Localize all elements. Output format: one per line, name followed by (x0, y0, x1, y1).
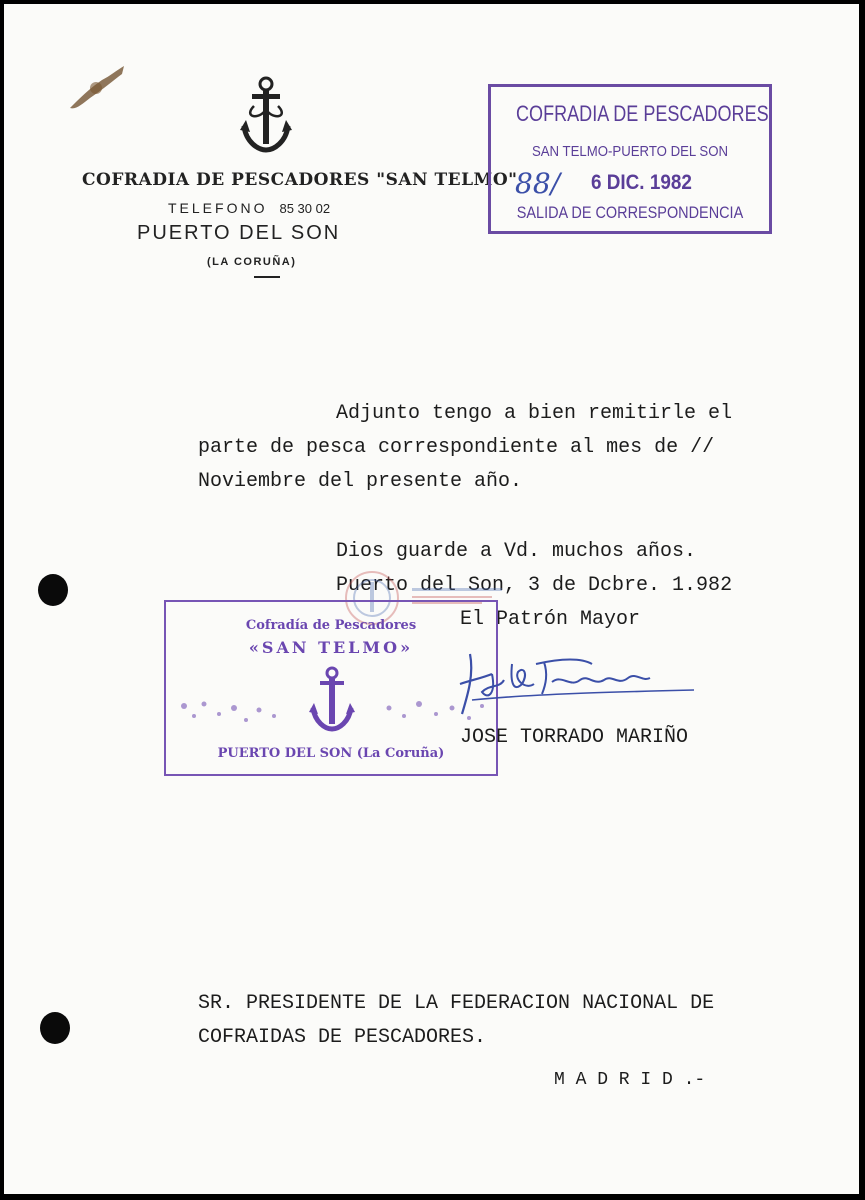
registry-stamp-line1: COFRADIA DE PESCADORES (516, 101, 769, 126)
body-paragraph-line3: Noviembre del presente año. (198, 470, 523, 493)
body-paragraph-line1: Adjunto tengo a bien remitirle el (336, 402, 733, 425)
punch-hole-lower (40, 1012, 70, 1044)
registry-stamp-line4: SALIDA DE CORRESPONDENCIA (516, 203, 744, 222)
addressee-city: M A D R I D .- (554, 1070, 706, 1090)
signer-title: El Patrón Mayor (460, 608, 641, 631)
registry-stamp-date: 6 DIC. 1982 (591, 171, 692, 194)
seal-stamp-line2: «SAN TELMO» (248, 638, 414, 657)
anchor-logo-icon (238, 76, 294, 156)
signer-name: JOSE TORRADO MARIÑO (460, 726, 689, 749)
letter-page (4, 4, 859, 1194)
registry-stamp (488, 84, 772, 234)
letterhead-city: PUERTO DEL SON (137, 222, 341, 244)
punch-hole-upper (38, 574, 68, 606)
registry-stamp-line2: SAN TELMO-PUERTO DEL SON (531, 143, 729, 160)
phone-label: TELEFONO (168, 200, 268, 216)
addressee-line2: COFRAIDAS DE PESCADORES. (198, 1026, 487, 1049)
stain-mark (62, 58, 132, 118)
place-date: Puerto del Son, 3 de Dcbre. 1.982 (336, 574, 733, 597)
body-paragraph-line2: parte de pesca correspondiente al mes de // (198, 436, 715, 459)
signature-image (452, 644, 702, 724)
letterhead-phone (168, 200, 330, 218)
letterhead-name: COFRADIA DE PESCADORES "SAN TELMO" (82, 170, 518, 190)
letterhead-province: (LA CORUÑA) (207, 256, 297, 268)
phone-number: 85 30 02 (279, 201, 331, 216)
closing-formula: Dios guarde a Vd. muchos años. (336, 540, 697, 563)
letterhead-rule (254, 276, 280, 278)
seal-stamp-line3: PUERTO DEL SON (La Coruña) (217, 746, 445, 761)
registry-stamp-number: 88/ (515, 167, 561, 200)
seal-ink-speckle (174, 686, 490, 736)
seal-stamp-line1: Cofradía de Pescadores (245, 618, 417, 633)
addressee-line1: SR. PRESIDENTE DE LA FEDERACION NACIONAL DE (198, 992, 715, 1015)
seal-stamp (164, 600, 498, 776)
